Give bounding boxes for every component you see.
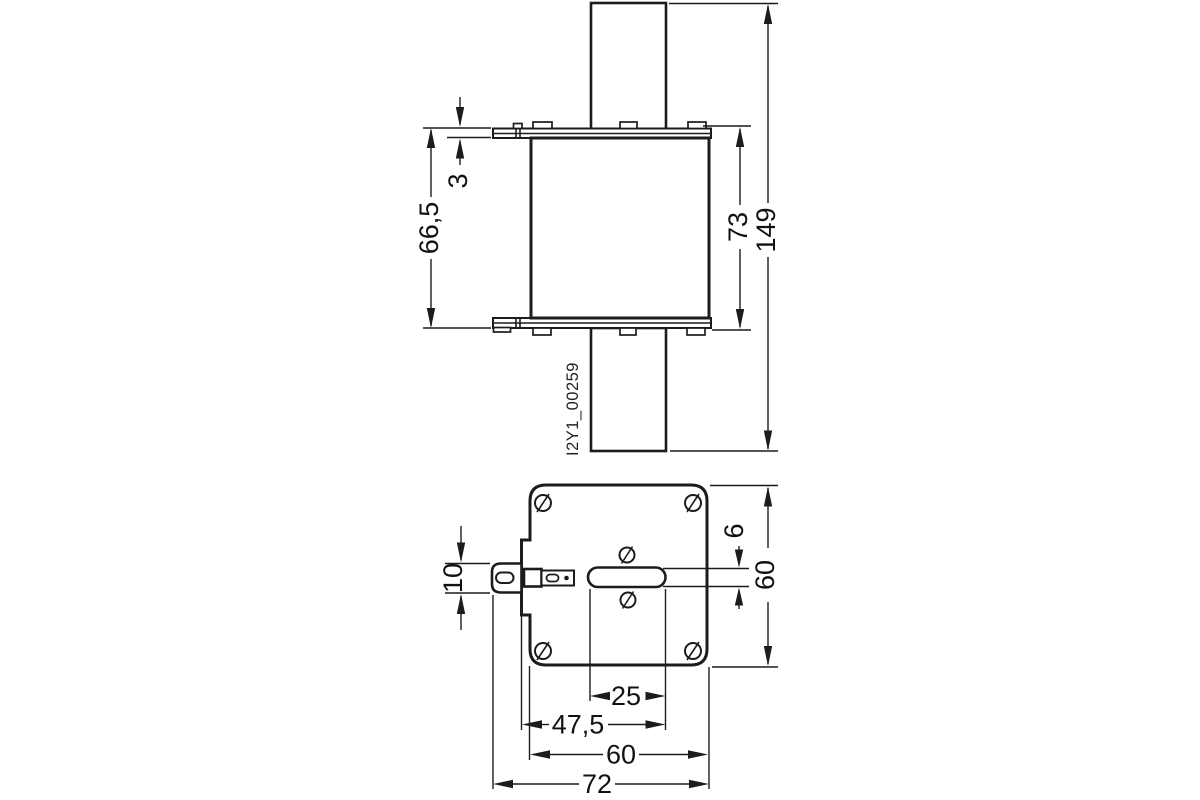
lower-blade-contact xyxy=(591,328,666,451)
indicator-dot xyxy=(564,576,569,581)
dim-body-height-label: 66,5 xyxy=(414,201,444,255)
dimension-66-5 xyxy=(414,128,491,328)
dim-slot-length-label: 25 xyxy=(610,681,642,711)
dim-overall-width-label: 72 xyxy=(581,769,613,799)
upper-lug-end xyxy=(514,124,523,129)
dim-lug-to-slot-label: 47,5 xyxy=(551,709,605,740)
upper-blade-contact xyxy=(591,3,666,129)
lug-connector-block xyxy=(524,569,542,587)
lower-plate-tab-3 xyxy=(687,328,705,335)
dim-body-height-front-label: 60 xyxy=(750,559,780,591)
dim-plate-thickness-label: 3 xyxy=(443,173,473,189)
front-view xyxy=(438,485,780,799)
dim-overall-height-label: 149 xyxy=(751,207,781,253)
lower-lug-end xyxy=(494,328,511,333)
lower-plate-tab-1 xyxy=(533,328,551,335)
dimension-25 xyxy=(590,681,666,711)
upper-plate-tab-3 xyxy=(688,122,706,129)
dimension-60-right xyxy=(710,486,780,668)
lower-plate-tab-2 xyxy=(620,328,636,335)
upper-plate-tab-1 xyxy=(533,122,552,129)
dim-slot-height-label: 6 xyxy=(719,523,749,539)
side-view xyxy=(414,3,781,456)
dim-height-over-plates-label: 73 xyxy=(723,211,753,243)
indicator-slot xyxy=(588,568,666,588)
grip-lug-slot xyxy=(496,573,514,584)
dimension-47-5 xyxy=(522,710,666,740)
dim-body-width-label: 60 xyxy=(605,739,637,770)
dimension-10 xyxy=(438,526,490,630)
dimension-3 xyxy=(443,97,491,189)
upper-plate-tab-2 xyxy=(620,122,637,129)
dim-lug-height-label: 10 xyxy=(438,562,468,594)
dimension-72 xyxy=(493,769,709,799)
drawing-id-label: I2Y1_00259 xyxy=(564,361,582,457)
fuse-body xyxy=(531,138,709,318)
indicator-housing-slot xyxy=(547,575,559,582)
dimension-60-bottom xyxy=(530,740,708,770)
